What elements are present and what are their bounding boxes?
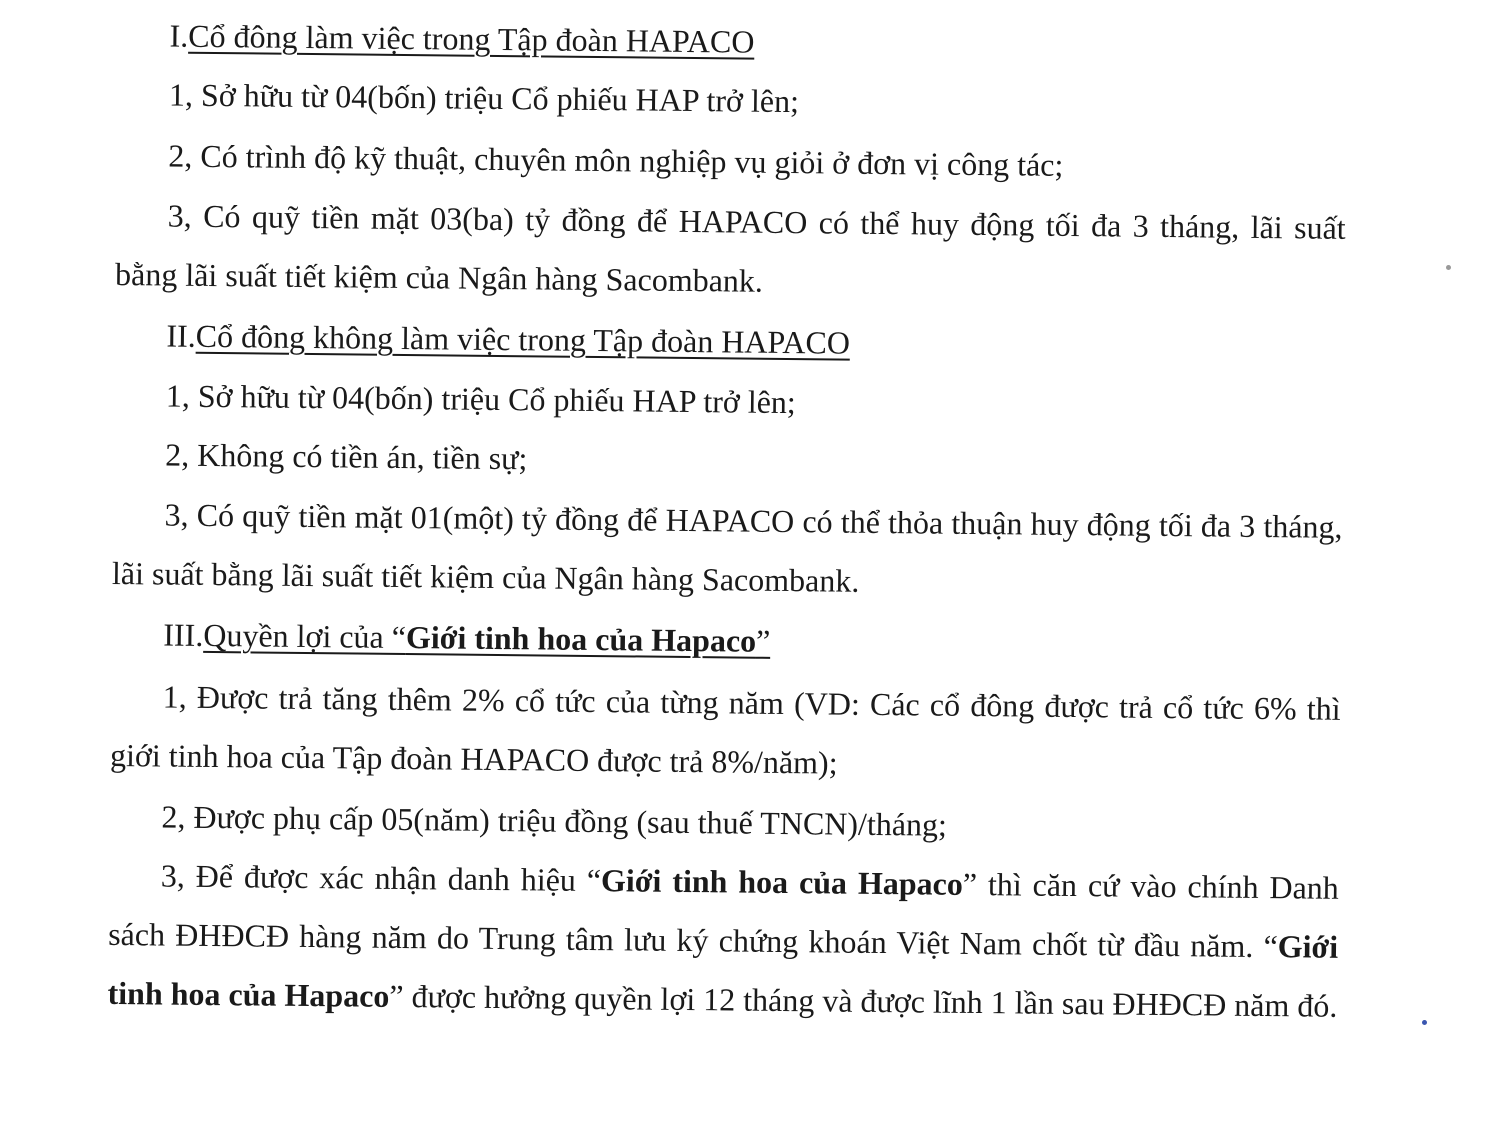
section-3-heading: [111, 605, 1342, 677]
title-text: ”: [755, 622, 771, 659]
section-number: I.: [169, 17, 189, 54]
list-item: 2, Được phụ cấp 05(năm) triệu đồng (sau thuế TNCN)/tháng;: [161, 798, 948, 843]
title-text: Quyền lợi của “: [203, 616, 407, 656]
title-bold-text: Giới tinh hoa của Hapaco: [405, 619, 757, 659]
list-item: 3, Có quỹ tiền mặt 03(ba) tỷ đồng để HAPACO có thể huy động tối đa 3 tháng, lãi suất bằng lãi suất tiết kiệm của Ngân hàng Sacombank.: [114, 197, 1346, 299]
list-item: 2, Có trình độ kỹ thuật, chuyên môn nghiệp vụ giỏi ở đơn vị công tác;: [168, 137, 1064, 183]
bold-text: Giới tinh hoa của Hapaco: [107, 928, 1339, 1014]
section-title: Cổ đông làm việc trong Tập đoàn HAPACO: [188, 17, 755, 60]
list-item: 1, Sở hữu từ 04(bốn) triệu Cổ phiếu HAP trở lên;: [168, 76, 800, 120]
list-item: [107, 846, 1339, 1036]
section-number: III.: [163, 616, 204, 653]
scan-speck: [1422, 1020, 1427, 1025]
section-title: [203, 617, 770, 659]
list-item: 1, Được trả tăng thêm 2% cổ tức của từng năm (VD: Các cổ đông được trả cổ tức 6% thì giới tinh hoa của Tập đoàn HAPACO được trả 8%/năm);: [109, 678, 1341, 781]
section-number: II.: [166, 317, 196, 354]
text: ” thì căn cứ vào chính Danh sách ĐHĐCĐ hàng năm do Trung tâm lưu ký chứng khoán Việt Nam chốt từ đầu năm. “: [108, 865, 1339, 965]
text: 3, Để được xác nhận danh hiệu “: [160, 857, 602, 899]
list-item: 1, Sở hữu từ 04(bốn) triệu Cổ phiếu HAP trở lên;: [165, 377, 796, 421]
text: ” được hưởng quyền lợi 12 tháng và được lĩnh 1 lần sau ĐHĐCĐ năm đó.: [389, 977, 1338, 1024]
list-item: 3, Có quỹ tiền mặt 01(một) tỷ đồng để HAPACO có thể thỏa thuận huy động tối đa 3 tháng, lãi suất bằng lãi suất tiết kiệm của Ngân hàng Sacombank.: [111, 496, 1343, 599]
bold-text: Giới tinh hoa của Hapaco: [600, 862, 964, 902]
list-item: 2, Không có tiền án, tiền sự;: [165, 436, 528, 477]
scan-speck: [1446, 265, 1451, 270]
section-title: Cổ đông không làm việc trong Tập đoàn HAPACO: [195, 317, 851, 361]
